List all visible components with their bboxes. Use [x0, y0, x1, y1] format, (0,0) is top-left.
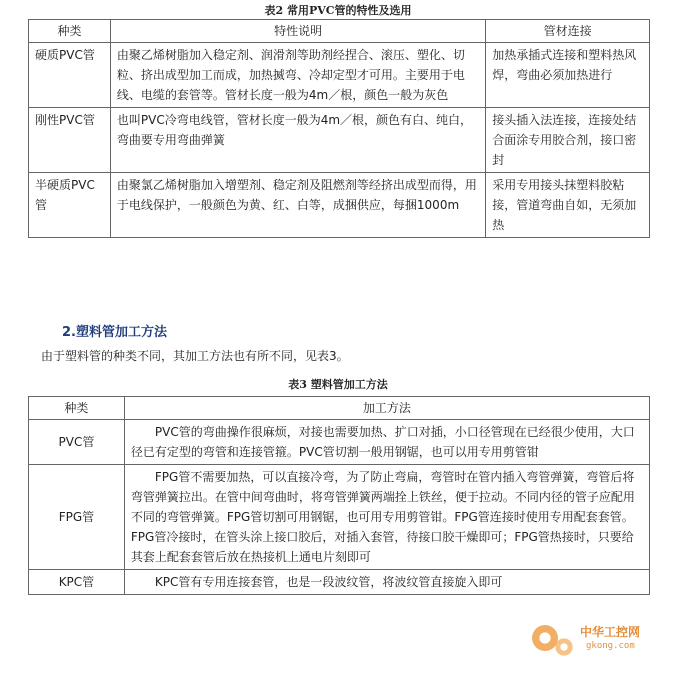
- section-intro: 由于塑料管的种类不同，其加工方法也有所不同，见表3。: [41, 349, 349, 363]
- table-row: [29, 108, 650, 173]
- processing-method: KPC管有专用连接套管，也是一段波纹管，将波纹管直接旋入即可: [124, 570, 649, 595]
- table-row: [29, 173, 650, 238]
- connection-method: 加热承插式连接和塑料热风焊，弯曲必须加热进行: [486, 43, 650, 108]
- watermark-url: gkong.com: [586, 641, 635, 651]
- processing-method: FPG管不需要加热，可以直接冷弯，为了防止弯扁，弯管时在管内插入弯管弹簧，弯管后将弯管弹簧拉出。在管中间弯曲时，将弯管弹簧两端拴上铁丝，便于拉动。不同内径的管子应配用不同的弯管弹簧。FPG管切割可用钢锯，也可用专用剪管钳。FPG管连接时使用专用配套套管。FPG管冷接时，在管头涂上接口胶后，对插入套管，待接口胶干燥即可；FPG管热接时，只要给其套上配套套管后放在热接机上通电片刻即可: [124, 465, 649, 570]
- table-header-row: [29, 20, 650, 43]
- table3-caption: 表3 塑料管加工方法: [288, 378, 388, 391]
- section-heading: 2.塑料管加工方法: [62, 325, 167, 340]
- pipe-kind: PVC管: [29, 420, 125, 465]
- property-description: 也叫PVC冷弯电线管，管材长度一般为4m／根，颜色有白、纯白，弯曲要专用弯曲弹簧: [110, 108, 485, 173]
- pipe-kind: 半硬质PVC管: [29, 173, 111, 238]
- watermark-logo: [530, 619, 670, 665]
- column-header: 特性说明: [110, 20, 485, 43]
- plastic-pipe-processing-table: [28, 396, 650, 595]
- watermark-name: 中华工控网: [580, 625, 641, 639]
- table2-caption: 表2 常用PVC管的特性及选用: [264, 4, 412, 17]
- column-header: 种类: [29, 397, 125, 420]
- property-description: 由聚乙烯树脂加入稳定剂、润滑剂等助剂经捏合、滚压、塑化、切粒、挤出成型加工而成，加热揻弯、冷却定型才可用。主要用于电线、电缆的套管等。管材长度一般为4m／根，颜色一般为灰色: [110, 43, 485, 108]
- column-header: 加工方法: [124, 397, 649, 420]
- table-row: [29, 465, 650, 570]
- column-header: 管材连接: [486, 20, 650, 43]
- table-row: [29, 570, 650, 595]
- pipe-kind: 刚性PVC管: [29, 108, 111, 173]
- pvc-properties-table: [28, 19, 650, 238]
- pipe-kind: FPG管: [29, 465, 125, 570]
- connection-method: 采用专用接头抹塑料胶粘接，管道弯曲自如，无须加热: [486, 173, 650, 238]
- pipe-kind: KPC管: [29, 570, 125, 595]
- property-description: 由聚氯乙烯树脂加入增塑剂、稳定剂及阻燃剂等经挤出成型而得，用于电线保护，一般颜色为黄、红、白等，成捆供应，每捆1000m: [110, 173, 485, 238]
- pipe-kind: 硬质PVC管: [29, 43, 111, 108]
- connection-method: 接头插入法连接，连接处结合面涂专用胶合剂，接口密封: [486, 108, 650, 173]
- gear-icon: [554, 637, 574, 657]
- table-header-row: [29, 397, 650, 420]
- column-header: 种类: [29, 20, 111, 43]
- processing-method: PVC管的弯曲操作很麻烦，对接也需要加热、扩口对插，小口径管现在已经很少使用，大口径已有定型的弯管和连接管箍。PVC管切割一般用钢锯，也可以用专用剪管钳: [124, 420, 649, 465]
- table-row: [29, 420, 650, 465]
- table-row: [29, 43, 650, 108]
